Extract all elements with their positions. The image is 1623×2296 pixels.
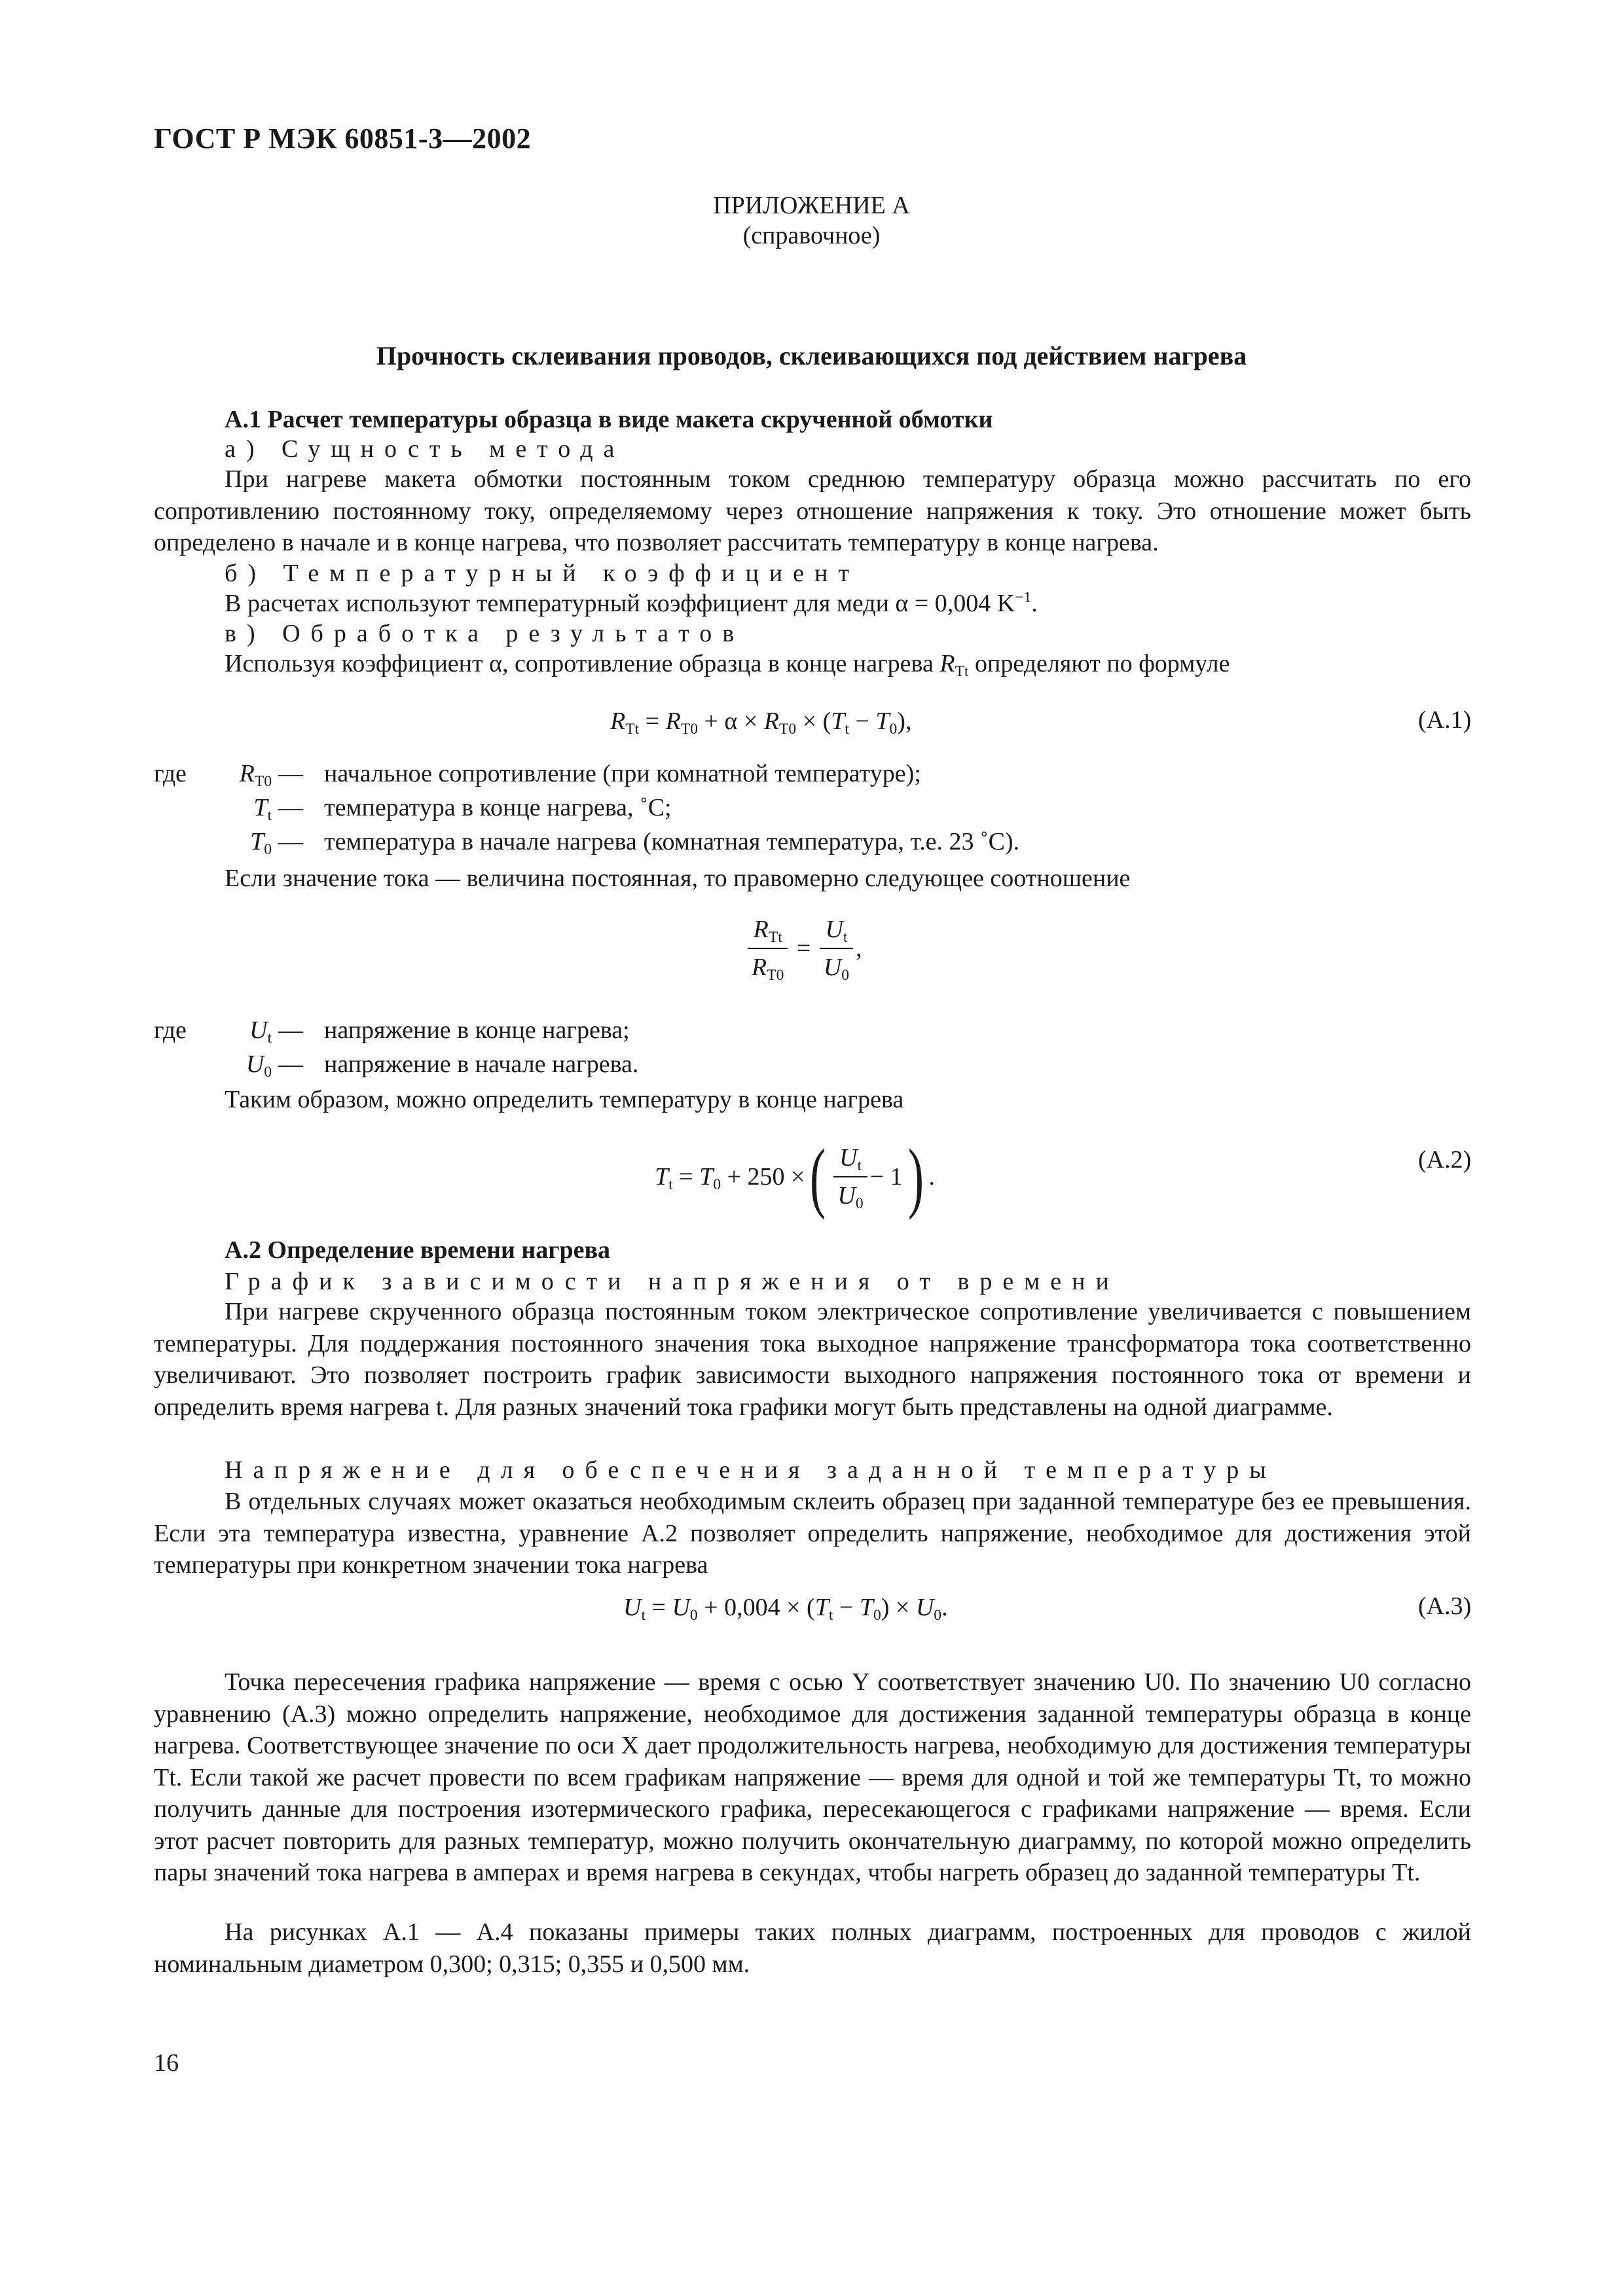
appendix-type: (справочное) — [742, 222, 881, 249]
paragraph-figures: На рисунках А.1 — А.4 показаны примеры таких полных диаграмм, построенных для проводов с жилой номинальным диаметром 0,300; 0,315; 0,355 и 0,500 мм. — [154, 1918, 1471, 1978]
document-header: ГОСТ Р МЭК 60851-3—2002 — [154, 122, 532, 154]
paragraph-voltage-for-temp: В отдельных случаях может оказаться необходимым склеить образец при заданной температуре без ее превышения. Если эта температура известна, уравнение А.2 позволяет определить напряжение, необходимое для достижения этой температуры при конкретном значении тока нагрева — [154, 1488, 1471, 1579]
heading-a1: А.1 Расчет температуры образца в виде макета скрученной обмотки — [225, 406, 993, 433]
equation-number-a3: (А.3) — [1418, 1592, 1472, 1620]
where-row-t0: $T_0$ — температура в начале нагрева (комнатная температура, т.е. 23 ˚С). — [250, 828, 1020, 859]
section-title: Прочность склеивания проводов, склеивающихся под действием нагрева — [376, 341, 1247, 370]
where-row-u0: $U_0$ — напряжение в начале нагрева. — [246, 1050, 639, 1081]
equation-ratio: $\frac{R_{Tt}}{R_{T0}}$ = $\frac{U_t}{U_0}$ , — [745, 914, 862, 983]
subheading-voltage-for-temp: Напряжение для обеспечения заданной температуры — [225, 1456, 1277, 1484]
equation-a3: $U_t = U_0 + 0,004 \times (T_t - T_0) \times U_0$. — [623, 1594, 948, 1624]
subheading-temp-coefficient: б) Температурный коэффициент — [225, 560, 860, 587]
appendix-title: ПРИЛОЖЕНИЕ А — [713, 192, 910, 219]
paragraph-current: Если значение тока — величина постоянная, то правомерно следующее соотношение — [225, 865, 1131, 892]
paragraph-temp-coefficient: В расчетах используют температурный коэффициент для меди α = 0,004 $K^{-1}$. — [225, 588, 1038, 617]
equation-a1: $R_{Tt} = R_{T0} + \alpha \times R_{T0} \times (T_t - T_0)$, — [610, 708, 912, 738]
page-number: 16 — [154, 2049, 179, 2077]
paragraph-voltage-time-graph: При нагреве скрученного образца постоянным током электрическое сопротивление увеличивается с повышением температуры. Для поддержания постоянного значения тока выходное напряжение трансформатора тока соответственно увеличивают. Это позволяет построить график зависимости выходного напряжения постоянного тока от времени и определить время нагрева t. Для разных значений тока графики могут быть представлены на одной диаграмме. — [154, 1298, 1471, 1421]
paragraph-thus: Таким образом, можно определить температуру в конце нагрева — [225, 1086, 904, 1113]
subheading-results: в) Обработка результатов — [225, 620, 745, 647]
subheading-voltage-time-graph: График зависимости напряжения от времени — [225, 1268, 1120, 1295]
heading-a2: А.2 Определение времени нагрева — [225, 1236, 611, 1264]
equation-number-a1: (А.1) — [1418, 706, 1472, 734]
paragraph-results: Используя коэффициент α, сопротивление образца в конце нагрева $R_{Tt}$ определяют по формуле — [225, 650, 1230, 681]
where-row-rt0: где $R_{T0}$ — начальное сопротивление (при комнатной температуре); — [154, 760, 921, 791]
equation-number-a2: (А.2) — [1418, 1146, 1472, 1174]
paragraph-essence: При нагреве макета обмотки постоянным током среднюю температуру образца можно рассчитать по его сопротивлению постоянному току, определяемому через отношение напряжения к току. Это отношение может быть определено в начале и в конце нагрева, что позволяет рассчитать температуру в конце нагрева. — [154, 465, 1471, 556]
where-row-tt: $T_t$ — температура в конце нагрева, ˚С; — [253, 794, 672, 825]
where-row-ut: где $U_t$ — напряжение в конце нагрева; — [154, 1016, 630, 1047]
equation-a2: $T_t = T_0 + 250$ × ( $\frac{U_t}{U_0}$ − 1 ) . — [655, 1133, 936, 1220]
subheading-essence: а) Сущность метода — [225, 435, 625, 463]
paragraph-intersection: Точка пересечения графика напряжение — время с осью Y соответствует значению U0. По значению U0 согласно уравнению (А.3) можно определить напряжение, необходимое для достижения заданной температуры образца в конце нагрева. Соответствующее значение по оси X дает продолжительность нагрева, необходимую для достижения температуры Tt. Если такой же расчет провести по всем графикам напряжение — время для одной и той же температуры Tt, то можно получить данные для построения изотермического графика, пересекающегося с графиками напряжение — время. Если этот расчет повторить для разных температур, можно получить окончательную диаграмму, по которой можно определить пары значений тока нагрева в амперах и время нагрева в секундах, чтобы нагреть образец до заданной температуры Tt. — [154, 1668, 1471, 1886]
